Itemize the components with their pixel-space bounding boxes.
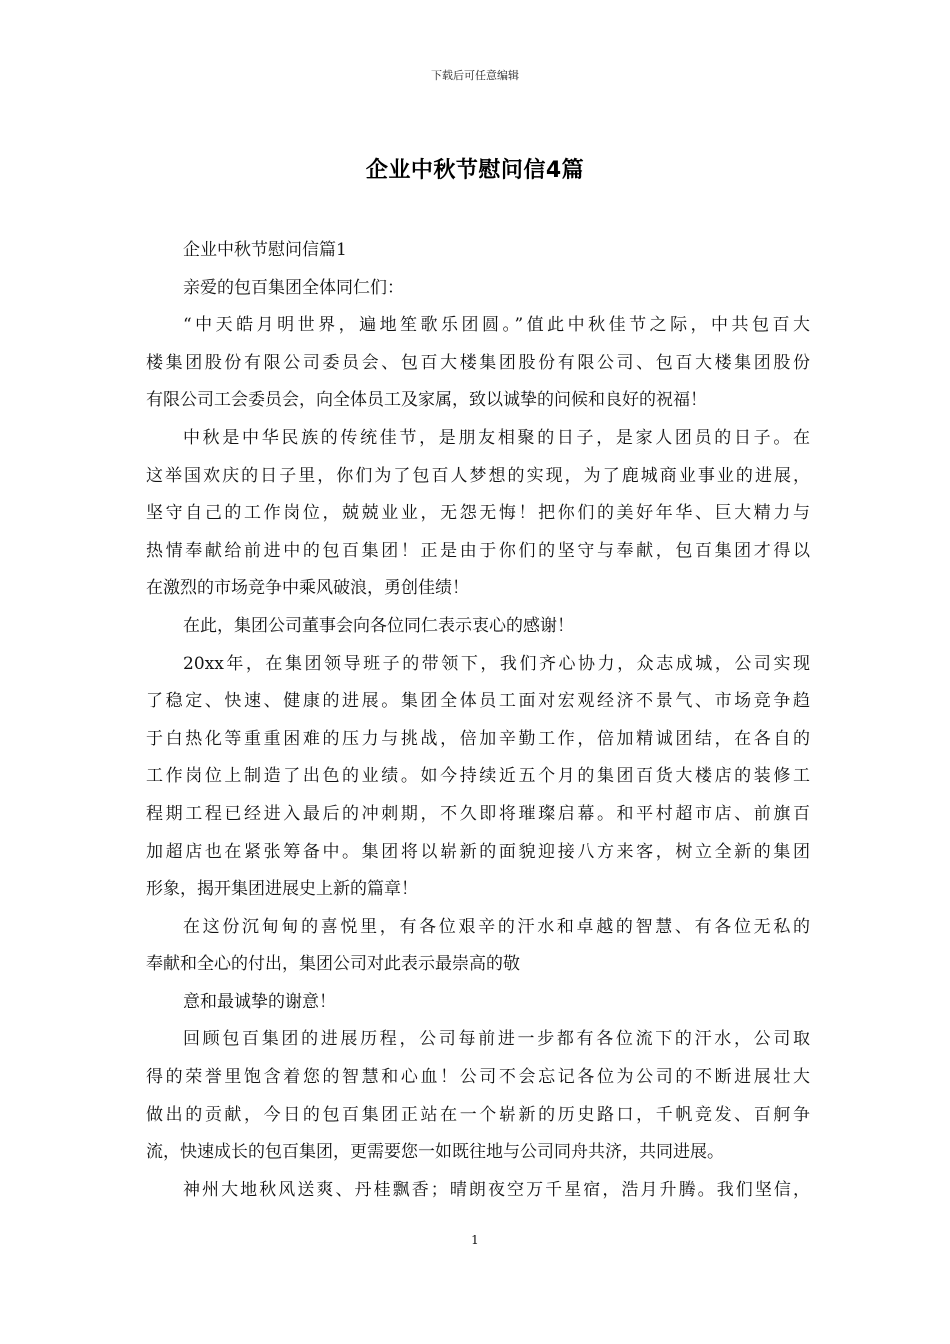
paragraph-line: 工作岗位上制造了出色的业绩。如今持续近五个月的集团百货大楼店的装修工 bbox=[146, 766, 810, 787]
paragraph-line: 坚守自己的工作岗位，兢兢业业，无怨无悔！把你们的美好年华、巨大精力与 bbox=[146, 503, 810, 524]
paragraph-line: 有限公司工会委员会，向全体员工及家属，致以诚挚的问候和良好的祝福！ bbox=[146, 390, 707, 411]
paragraph-line: 程期工程已经进入最后的冲刺期，不久即将璀璨启幕。和平村超市店、前旗百 bbox=[146, 803, 810, 824]
paragraph-line: 热情奉献给前进中的包百集团！正是由于你们的坚守与奉献，包百集团才得以 bbox=[146, 540, 810, 561]
paragraph-line: 于白热化等重重困难的压力与挑战，倍加辛勤工作，倍加精诚团结，在各自的 bbox=[146, 728, 810, 749]
page-number: 1 bbox=[471, 1233, 479, 1247]
paragraph-line: 得的荣誉里饱含着您的智慧和心血！公司不会忘记各位为公司的不断进展壮大 bbox=[146, 1067, 810, 1088]
document-title: 企业中秋节慰问信4篇 bbox=[365, 158, 585, 183]
paragraph-line: 神州大地秋风送爽、丹桂飘香；晴朗夜空万千星宿，浩月升腾。我们坚信， bbox=[183, 1179, 810, 1200]
salutation: 亲爱的包百集团全体同仁们： bbox=[183, 277, 404, 298]
header-note: 下载后可任意编辑 bbox=[431, 69, 519, 82]
paragraph-line: 意和最诚挚的谢意！ bbox=[183, 991, 336, 1012]
document-body bbox=[146, 236, 810, 1213]
paragraph-line: 20xx年，在集团领导班子的带领下，我们齐心协力，众志成城，公司实现 bbox=[183, 653, 810, 674]
paragraph-line: 流，快速成长的包百集团，更需要您一如既往地与公司同舟共济，共同进展。 bbox=[146, 1142, 724, 1163]
paragraph-line: 楼集团股份有限公司委员会、包百大楼集团股份有限公司、包百大楼集团股份 bbox=[146, 352, 810, 373]
paragraph-line: 了稳定、快速、健康的进展。集团全体员工面对宏观经济不景气、市场竞争趋 bbox=[146, 691, 810, 712]
paragraph-line: 在此，集团公司董事会向各位同仁表示衷心的感谢！ bbox=[183, 615, 574, 636]
paragraph-line: 做出的贡献，今日的包百集团正站在一个崭新的历史路口，千帆竞发、百舸争 bbox=[146, 1104, 810, 1125]
paragraph-line: “中天皓月明世界，遍地笙歌乐团圆。”值此中秋佳节之际，中共包百大 bbox=[183, 315, 810, 336]
paragraph-line: 奉献和全心的付出，集团公司对此表示最崇高的敬 bbox=[146, 954, 520, 975]
paragraph-line: 形象，揭开集团进展史上新的篇章！ bbox=[146, 879, 418, 900]
paragraph-line: 在这份沉甸甸的喜悦里，有各位艰辛的汗水和卓越的智慧、有各位无私的 bbox=[183, 916, 810, 937]
paragraph-line: 回顾包百集团的进展历程，公司每前进一步都有各位流下的汗水，公司取 bbox=[183, 1029, 810, 1050]
paragraph-line: 在激烈的市场竞争中乘风破浪，勇创佳绩！ bbox=[146, 578, 469, 599]
paragraph-line: 这举国欢庆的日子里，你们为了包百人梦想的实现，为了鹿城商业事业的进展， bbox=[146, 465, 810, 486]
paragraph-line: 中秋是中华民族的传统佳节，是朋友相聚的日子，是家人团员的日子。在 bbox=[183, 427, 810, 448]
section-heading: 企业中秋节慰问信篇1 bbox=[183, 240, 347, 260]
paragraph-line: 加超店也在紧张筹备中。集团将以崭新的面貌迎接八方来客，树立全新的集团 bbox=[146, 841, 810, 862]
